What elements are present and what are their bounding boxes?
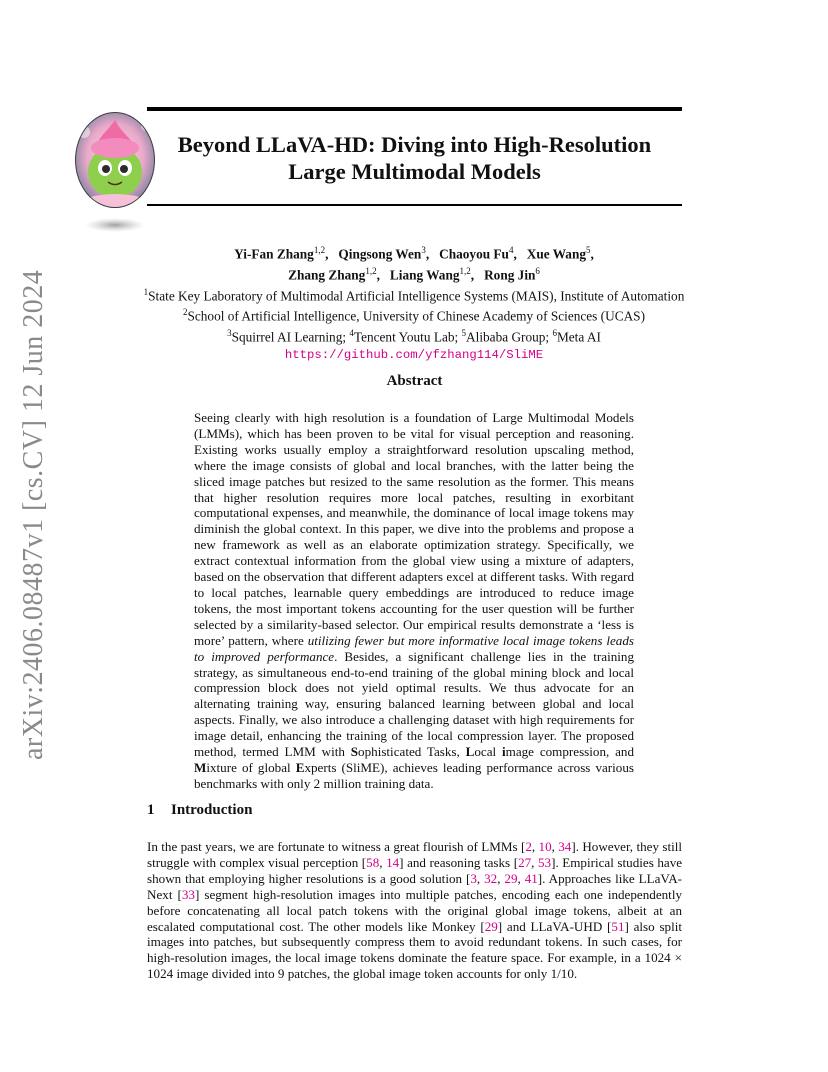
body-text: ] segment high-resolution images into multiple patches, encoding each one independently before concatenating all local patch tokens with the original global image tokens, albeit at an escalated computational cost. The other models like Monkey [ (147, 886, 682, 934)
affiliation-mark: 3 (227, 328, 232, 339)
section-heading-introduction (147, 802, 252, 819)
author-name: Liang Wang (389, 267, 460, 283)
acronym-letter: S (350, 744, 359, 760)
citation-link[interactable]: 53 (537, 854, 552, 870)
author-affiliation-mark: 1,2 (313, 245, 326, 255)
author-name: Rong Jin (484, 267, 536, 283)
affiliation-text: Alibaba Group; (466, 329, 553, 345)
affiliation-text: Meta AI (556, 329, 601, 345)
abstract-text: . Besides, a significant challenge lies in the training strategy, as simultaneous end-to-end training of the global mining block and local compression block does not yield optimal results. We thus advocate for an alternating training way, ensuring balanced learning between global and local aspects. Finally, we also introduce a challenging dataset with high requirements for image detail, enhancing the training of the local compression layer. The proposed method, termed LMM with (194, 648, 634, 760)
affiliation-text: State Key Laboratory of Multimodal Artificial Intelligence Systems (MAIS), Institute of Automation (148, 288, 685, 304)
author-name: Chaoyou Fu (439, 246, 509, 262)
author-line-1: Yi-Fan Zhang$^{1,2}$, Qingsong Wen$^3$, Chaoyou Fu$^4$, Xue Wang$^5$, (234, 245, 594, 262)
body-text: ] and LLaVA-UHD [ (497, 918, 612, 934)
citation-link[interactable]: 32 (484, 870, 498, 886)
title-top-rule (147, 107, 682, 111)
body-text: ]. Approaches like LLaVA-Next [ (147, 870, 683, 902)
affiliation-mark: 2 (182, 307, 188, 318)
mascot-logo (72, 112, 158, 240)
body-text: ] also split images into patches, but subsequently compress them to avoid redundant tokens. In such cases, for high-resolution images, the local image tokens dominate the feature space. For example, in a 1024 × 1024 image divided into 9 patches, the global image token accounts for only 1/10. (147, 918, 682, 982)
affiliation-line-1 (120, 284, 708, 305)
body-text: , (531, 839, 539, 854)
author-name: Yi-Fan Zhang (234, 246, 314, 262)
acronym-letter: M (194, 759, 207, 775)
title-bottom-rule (147, 204, 682, 206)
affiliation-mark: 4 (349, 328, 354, 339)
affiliation-text: School of Artificial Intelligence, University of Chinese Academy of Sciences (UCAS) (187, 308, 646, 324)
citation-link[interactable]: 3 (470, 870, 477, 886)
abstract-text: ocal (474, 744, 502, 760)
author-block (120, 242, 708, 364)
citation-link[interactable]: 34 (558, 839, 572, 854)
body-text: , (497, 870, 505, 886)
author-affiliation-mark: 4 (508, 245, 514, 255)
body-text: In the past years, we are fortunate to witness a great flourish of LMMs [ (147, 839, 526, 854)
citation-link[interactable]: 41 (524, 870, 538, 886)
body-text: ]. Empirical studies have shown that employing higher resolutions is a good solution [ (147, 854, 683, 886)
body-text: , (531, 854, 538, 870)
citation-link[interactable]: 29 (504, 870, 518, 886)
author-name: Xue Wang (526, 246, 587, 262)
github-link[interactable]: https://github.com/yfzhang114/SliME (284, 348, 544, 363)
author-name: Qingsong Wen (338, 246, 422, 262)
affiliation-text: Tencent Youtu Lab; (353, 329, 462, 345)
citation-link[interactable]: 29 (484, 918, 498, 934)
acronym-letter: i (502, 744, 506, 760)
body-text: ] and reasoning tasks [ (399, 854, 519, 870)
author-affiliation-mark: 5 (586, 245, 591, 255)
section-title: Introduction (171, 802, 253, 818)
abstract-text: xperts (SliME), achieves leading performance across various benchmarks with only 2 million training data. (194, 759, 634, 791)
citation-link[interactable]: 27 (518, 854, 532, 870)
abstract-text: ophisticated Tasks, (358, 744, 466, 760)
citation-link[interactable]: 51 (611, 918, 625, 934)
abstract-heading: Abstract (386, 373, 443, 389)
author-name: Zhang Zhang (288, 267, 366, 283)
author-affiliation-mark: 1,2 (459, 265, 471, 276)
introduction-paragraph (147, 839, 682, 982)
body-text: ]. However, they still struggle with complex visual perception [ (147, 839, 682, 870)
acronym-letter: L (465, 744, 475, 760)
author-affiliation-mark: 1,2 (365, 265, 377, 276)
affiliation-line-2 (120, 304, 708, 325)
author-line-2: Zhang Zhang$^{1,2}$, Liang Wang$^{1,2}$, Rong Jin$^6$ (288, 265, 540, 283)
section-number: 1 (147, 802, 155, 818)
body-text: , (517, 870, 525, 886)
abstract-text: mage compression, and (505, 744, 634, 760)
citation-link[interactable]: 58 (366, 854, 380, 870)
abstract-emphasis: utilizing fewer but more informative local image tokens leads to improved performance (194, 632, 634, 664)
citation-link[interactable]: 10 (538, 839, 552, 854)
title-line-1: Beyond LLaVA-HD: Diving into High-Resolution (177, 132, 652, 157)
affiliation-mark: 5 (461, 328, 467, 339)
author-affiliation-mark: 3 (421, 245, 426, 255)
body-text: , (379, 854, 387, 870)
citation-link[interactable]: 2 (525, 839, 532, 854)
citation-link[interactable]: 33 (181, 886, 195, 902)
affiliation-mark: 1 (143, 286, 149, 297)
author-affiliation-mark: 6 (535, 265, 540, 276)
title-line-2: Large Multimodal Models (288, 159, 541, 184)
affiliation-mark: 6 (552, 328, 557, 339)
body-text: , (551, 839, 559, 854)
abstract-text: Seeing clearly with high resolution is a foundation of Large Multimodal Models (LMMs), which has been proven to be vital for visual perception and reasoning. Existing works usually employ a straightforward resolution upscaling method, where the image consists of global and local branches, with the latter being the sliced image patches but resized to the same resolution as the former. This means that higher resolution requires more local patches, resulting in exorbitant computational expenses, and meanwhile, the dominance of local image tokens may diminish the global context. In this paper, we dive into the problems and propose a new framework as well as an elaborate optimization strategy. Specifically, we extract contextual information from the global view using a mixture of adapters, based on the observation that different adapters excel at different tasks. With regard to local patches, learnable query embeddings are introduced to reduce image tokens, the most important tokens accounting for the user question will be further selected by a similarity-based selector. Our empirical results demonstrate a ‘less is more’ pattern, where (194, 410, 634, 648)
citation-link[interactable]: 14 (386, 854, 400, 870)
acronym-letter: E (295, 759, 305, 775)
affiliation-line-3 (120, 325, 708, 346)
abstract-text: ixture of global (206, 759, 296, 775)
abstract-body (194, 410, 634, 792)
paper-title (147, 131, 682, 185)
body-text: , (476, 870, 485, 886)
affiliation-text: Squirrel AI Learning; (231, 329, 350, 345)
arxiv-identifier: arXiv:2406.08487v1 [cs.CV] 12 Jun 2024 (18, 269, 49, 760)
